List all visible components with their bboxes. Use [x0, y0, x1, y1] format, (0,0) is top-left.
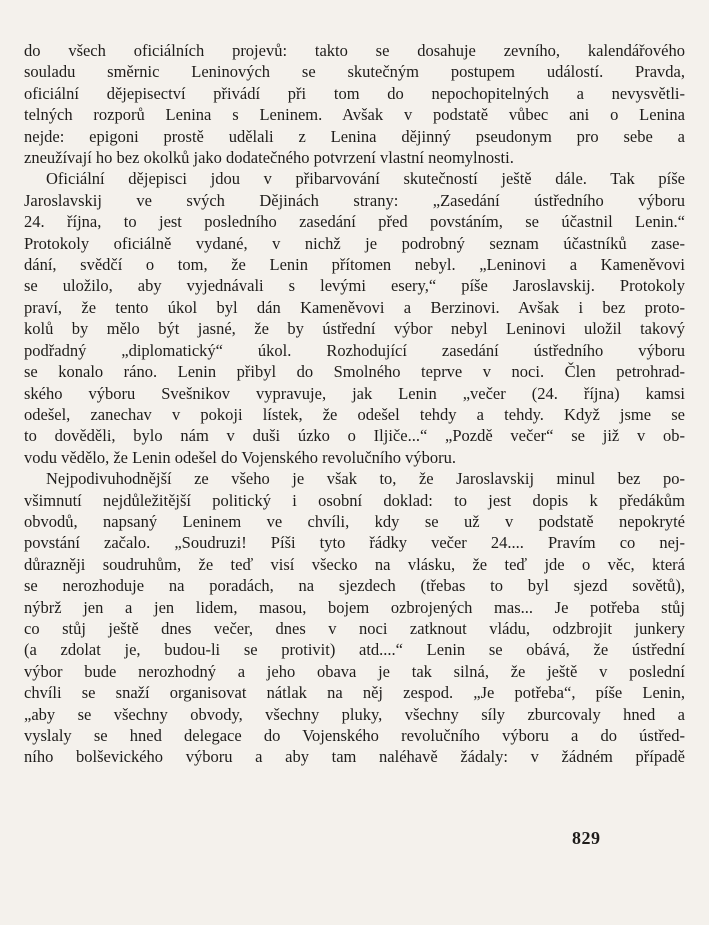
text-line: nejde: epigoni prostě udělali z Lenina dějinný pseudonym pro sebe a [24, 126, 685, 146]
text-line: kolů by mělo být jasné, že by ústřední výbor nebyl Leninovi uložil takový [24, 319, 685, 339]
text-line: (a zdolat je, budou-li se protivit) atd....“ Lenin se obává, že ústřední [24, 640, 685, 660]
text-line: telných rozporů Lenina s Leninem. Avšak v podstatě vůbec ani o Lenina [24, 105, 685, 125]
text-line: ského výboru Svešnikov vypravuje, jak Lenin „večer (24. října) kamsi [24, 383, 685, 403]
paragraph-2 [24, 168, 685, 468]
text-line: Nejpodivuhodnější ze všeho je však to, že Jaroslavskij minul bez po- [46, 469, 685, 489]
text-line: 24. října, to jest posledního zasedání před povstáním, se účastnil Lenin.“ [24, 212, 685, 232]
text-line: všimnutí nejdůležitější politický i osobní doklad: to jest dopis k předákům [24, 490, 685, 510]
text-line: se nerozhoduje na poradách, na sjezdech (třebas to byl sjezd sovětů), [24, 576, 685, 596]
text-line: obvodů, napsaný Leninem ve chvíli, kdy se už v podstatě nepokryté [24, 511, 685, 531]
text-line: odešel, zanechav v pokoji lístek, že odešel tehdy a tehdy. Když jsme se [24, 404, 685, 424]
text-line: dání, svědčí o tom, že Lenin přítomen nebyl. „Leninovi a Kameněvovi [24, 255, 685, 275]
text-line: důrazněji soudruhům, že teď visí všecko na vlásku, že teď jde o věc, která [24, 554, 685, 574]
text-line: Oficiální dějepisci jdou v přibarvování skutečností ještě dále. Tak píše [46, 169, 685, 189]
text-line: do všech oficiálních projevů: takto se dosahuje zevního, kalendářového [24, 41, 685, 60]
text-line: praví, že tento úkol byl dán Kameněvovi a Berzinovi. Avšak i bez proto- [24, 297, 685, 317]
page-body [24, 40, 685, 768]
text-line: vodu vědělo, že Lenin odešel do Vojenského revolučního výboru. [24, 447, 456, 467]
text-line: se uložilo, aby vyjednávali s levými esery,“ píše Jaroslavskij. Protokoly [24, 276, 685, 296]
text-line: Protokoly oficiálně vydané, v nichž je podrobný seznam účastníků zase- [24, 233, 685, 253]
text-line: povstání začalo. „Soudruzi! Píši tyto řádky večer 24.... Pravím co nej- [24, 533, 685, 553]
text-line: ního bolševického výboru a aby tam naléhavě žádaly: v žádném případě [24, 747, 685, 767]
text-line: vyslaly se hned delegace do Vojenského revolučního výboru a do ústřed- [24, 726, 685, 745]
text-line: nýbrž jen a jen lidem, masou, bojem ozbrojených mas... Je potřeba stůj [24, 597, 685, 617]
text-line: oficiální dějepisectví přivádí při tom do nepochopitelných a nevysvětli- [24, 83, 685, 103]
page-number: 829 [572, 828, 601, 848]
text-line: se konalo ráno. Lenin přibyl do Smolného teprve v noci. Člen petrohrad- [24, 362, 685, 382]
text-line: to dověděli, bylo nám v duši úzko o Iljiče...“ „Pozdě večer“ se již v ob- [24, 426, 685, 446]
text-line: souladu směrnic Leninových se skutečným postupem událostí. Pravda, [24, 62, 685, 82]
paragraph-3 [24, 468, 685, 768]
text-line: chvíli se snaží organisovat nátlak na něj zespod. „Je potřeba“, píše Lenin, [24, 683, 685, 703]
text-line: co stůj ještě dnes večer, dnes v noci zatknout vládu, odzbrojit junkery [24, 618, 685, 638]
text-line: zneužívají ho bez okolků jako dodatečného potvrzení vlastní neomylnosti. [24, 148, 514, 168]
text-line: podřadný „diplomatický“ úkol. Rozhodující zasedání ústředního výboru [24, 340, 685, 360]
text-line: výbor bude nerozhodný a jeho obava je tak silná, že ještě v poslední [24, 661, 685, 681]
text-line: Jaroslavskij ve svých Dějinách strany: „Zasedání ústředního výboru [24, 190, 685, 210]
paragraph-1 [24, 40, 685, 168]
text-line: „aby se všechny obvody, všechny pluky, všechny síly zburcovaly hned a [24, 704, 685, 724]
